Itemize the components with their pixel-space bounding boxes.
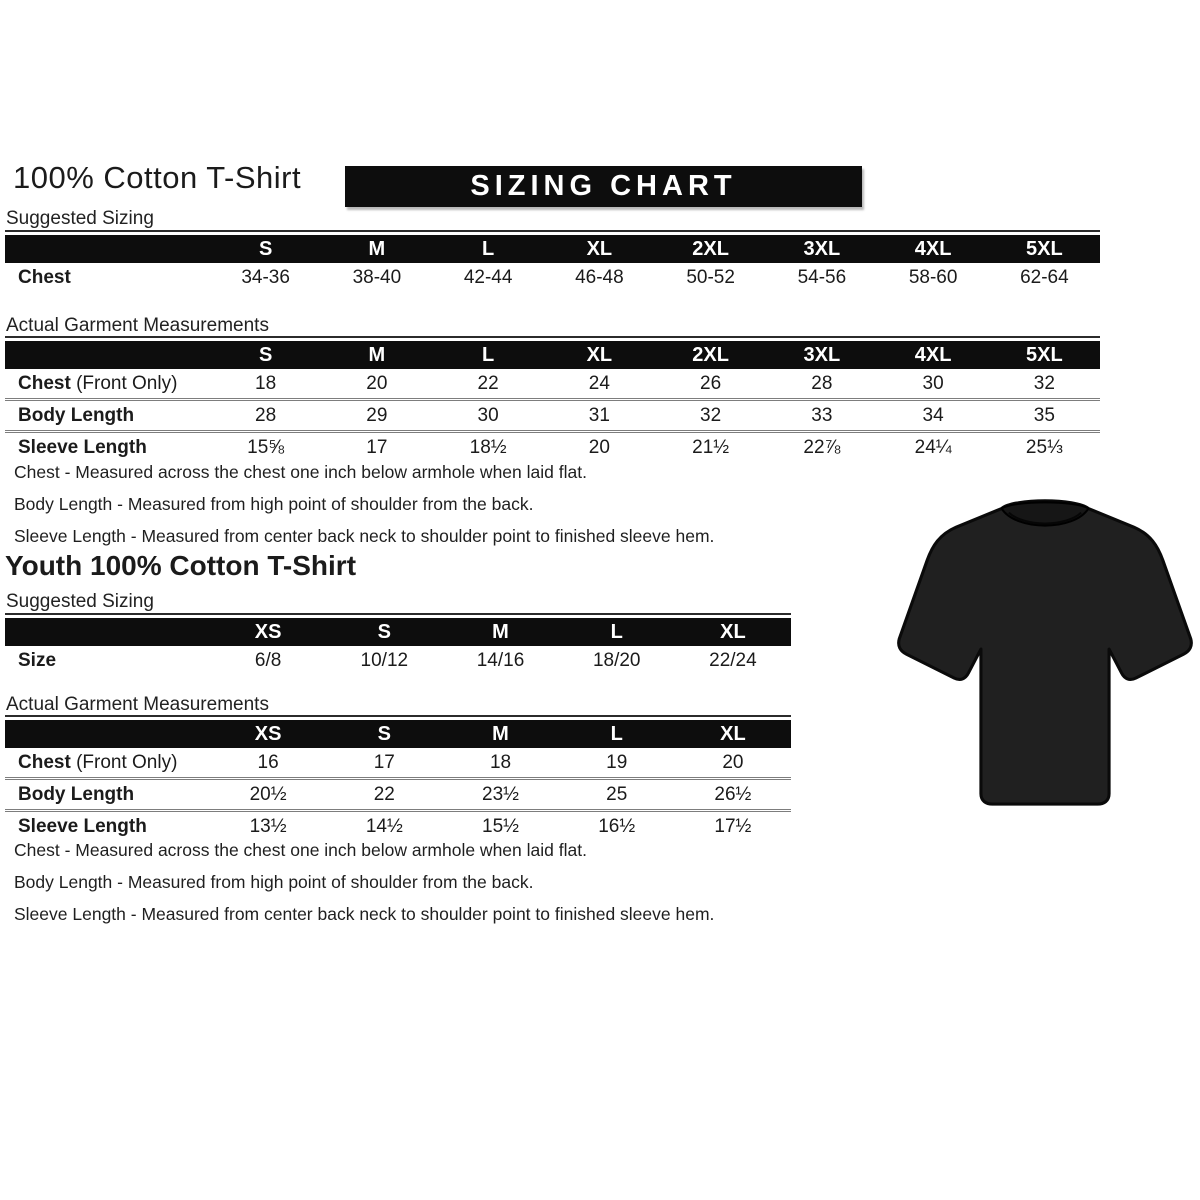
size-header-cell: XL: [586, 343, 613, 366]
measurement-cell: 24: [588, 372, 610, 394]
table-row-chest: [5, 748, 791, 777]
size-header-cell: 4XL: [914, 343, 952, 366]
measurement-cell: 33: [811, 404, 833, 426]
row-label-suffix: (Front Only): [70, 372, 178, 394]
measurement-cell: 18: [489, 751, 512, 773]
measurement-cell: 20½: [249, 783, 287, 805]
measurement-cell: 23½: [482, 783, 519, 805]
row-label-cell: [5, 373, 210, 395]
size-header-cell: 5XL: [1026, 237, 1063, 260]
note-sleeve-length: Sleeve Length - Measured from center back neck to shoulder point to finished sleeve hem.: [14, 526, 715, 546]
measurement-cell: 62-64: [1020, 266, 1069, 288]
measurement-cell: 26: [700, 372, 722, 394]
measurement-cell: 15½: [482, 815, 519, 837]
row-label-cell: [5, 752, 210, 774]
measurement-cell: 17½: [714, 815, 752, 837]
measurement-cell: 35: [1033, 404, 1055, 426]
measurement-cell: 14/16: [476, 649, 525, 671]
sizing-chart-banner: [345, 166, 862, 207]
size-header-cell: 3XL: [803, 343, 841, 366]
size-header-cell: M: [368, 343, 386, 366]
size-header-cell: 2XL: [692, 343, 729, 366]
size-header-cell: S: [377, 620, 391, 643]
measurement-cell: 29: [366, 404, 388, 426]
measurement-cell: 30: [477, 404, 499, 426]
table-top-rule: [5, 715, 791, 717]
size-header-cell: XL: [720, 722, 746, 745]
tshirt-product-image: [890, 473, 1200, 821]
measurement-cell: 13½: [249, 815, 287, 837]
measurement-cell: 46-48: [575, 266, 624, 288]
measurement-cell: 16: [257, 751, 279, 773]
youth-suggested-sizing-label: Suggested Sizing: [6, 591, 154, 612]
adult-suggested-sizing-table: [5, 230, 1100, 292]
measurement-cell: 18/20: [592, 649, 641, 671]
row-label-cell: [5, 267, 210, 289]
size-header-cell: L: [482, 343, 495, 366]
note-sleeve-length: Sleeve Length - Measured from center back neck to shoulder point to finished sleeve hem.: [14, 904, 715, 924]
measurement-cell: 42-44: [463, 266, 513, 288]
youth-actual-measurements-table: [5, 715, 791, 841]
measurement-cell: 38-40: [352, 266, 402, 288]
measurement-cell: 31: [588, 404, 610, 426]
size-header-cell: XL: [586, 237, 613, 260]
table-row-chest: [5, 369, 1100, 398]
size-header-cell: L: [610, 722, 623, 745]
size-header-cell: M: [368, 237, 386, 260]
size-header-cell: XS: [254, 620, 282, 643]
size-header-cell: 3XL: [803, 237, 841, 260]
adult-actual-measurements-table: [5, 336, 1100, 462]
measurement-cell: 26½: [714, 783, 752, 805]
adult-actual-measurements-label: Actual Garment Measurements: [6, 315, 269, 336]
size-header-cell: XL: [720, 620, 746, 643]
measurement-cell: 18: [255, 372, 277, 394]
measurement-cell: 25⅓: [1025, 436, 1063, 458]
table-top-rule: [5, 336, 1100, 338]
measurement-cell: 32: [700, 404, 722, 426]
measurement-cell: 34-36: [241, 266, 290, 288]
measurement-cell: 21½: [692, 436, 730, 458]
note-body-length: Body Length - Measured from high point of shoulder from the back.: [14, 494, 534, 514]
table-row: [5, 263, 1100, 292]
measurement-cell: 6/8: [254, 649, 282, 671]
measurement-cell: 25: [606, 783, 628, 805]
youth-section-title: Youth 100% Cotton T-Shirt: [5, 550, 357, 581]
row-label: Body Length: [18, 404, 135, 426]
measurement-cell: 24¼: [914, 436, 952, 458]
size-header-cell: 2XL: [692, 237, 729, 260]
measurement-cell: 20: [366, 372, 388, 394]
youth-suggested-sizing-table: [5, 613, 791, 675]
size-header-cell: S: [258, 343, 273, 366]
black-tshirt-graphic: [890, 473, 1200, 821]
table-row-body-length: [5, 398, 1100, 430]
measurement-cell: 14½: [365, 815, 403, 837]
size-header-cell: S: [258, 237, 273, 260]
measurement-cell: 28: [255, 404, 277, 426]
size-header-cell: L: [482, 237, 495, 260]
adult-measurement-notes: [14, 462, 714, 558]
measurement-cell: 19: [606, 751, 628, 773]
row-label: Size: [18, 649, 57, 671]
size-header-row: [5, 618, 791, 646]
measurement-cell: 22⅞: [803, 436, 841, 458]
measurement-cell: 17: [373, 751, 395, 773]
size-header-row: [5, 235, 1100, 263]
measurement-cell: 18½: [469, 436, 507, 458]
measurement-cell: 30: [922, 372, 944, 394]
note-body-length: Body Length - Measured from high point of shoulder from the back.: [14, 872, 534, 892]
row-label-cell: [5, 437, 210, 459]
row-label-cell: [5, 784, 210, 806]
row-label: Chest: [18, 751, 71, 773]
size-header-row: [5, 341, 1100, 369]
measurement-cell: 16½: [598, 815, 636, 837]
size-header-cell: 5XL: [1026, 343, 1063, 366]
table-row-body-length: [5, 777, 791, 809]
table-top-rule: [5, 613, 791, 615]
measurement-cell: 34: [922, 404, 944, 426]
row-label-suffix: (Front Only): [70, 751, 178, 773]
measurement-cell: 22: [373, 783, 395, 805]
measurement-cell: 50-52: [686, 266, 735, 288]
size-header-cell: M: [492, 620, 509, 643]
row-label: Sleeve Length: [18, 436, 147, 458]
measurement-cell: 54-56: [797, 266, 847, 288]
table-top-rule: [5, 230, 1100, 232]
measurement-cell: 20: [588, 436, 610, 458]
measurement-cell: 10/12: [360, 649, 409, 671]
measurement-cell: 17: [366, 436, 388, 458]
table-row-sleeve-length: [5, 809, 791, 841]
note-chest: Chest - Measured across the chest one inch below armhole when laid flat.: [14, 840, 587, 860]
size-header-cell: L: [610, 620, 623, 643]
row-label-cell: [5, 405, 210, 427]
table-row-sleeve-length: [5, 430, 1100, 462]
measurement-cell: 28: [811, 372, 833, 394]
row-label: Chest: [18, 266, 71, 288]
note-chest: Chest - Measured across the chest one inch below armhole when laid flat.: [14, 462, 587, 482]
adult-suggested-sizing-label: Suggested Sizing: [6, 208, 154, 229]
measurement-cell: 15⅝: [247, 436, 285, 458]
row-label: Sleeve Length: [18, 815, 147, 837]
measurement-cell: 58-60: [908, 266, 958, 288]
size-header-cell: S: [377, 722, 391, 745]
measurement-cell: 22/24: [709, 649, 757, 671]
size-header-cell: M: [492, 722, 509, 745]
size-header-cell: XS: [254, 722, 282, 745]
row-label: Body Length: [18, 783, 135, 805]
youth-measurement-notes: [14, 840, 714, 936]
measurement-cell: 22: [477, 372, 499, 394]
table-row-size: [5, 646, 791, 675]
sizing-chart-banner-label: SIZING CHART: [470, 170, 737, 202]
measurement-cell: 20: [722, 751, 744, 773]
measurement-cell: 32: [1033, 372, 1055, 394]
row-label-cell: [5, 650, 210, 672]
size-header-row: [5, 720, 791, 748]
size-header-cell: 4XL: [914, 237, 952, 260]
youth-actual-measurements-label: Actual Garment Measurements: [6, 694, 269, 715]
row-label-cell: [5, 816, 210, 838]
page-title: 100% Cotton T-Shirt: [13, 160, 302, 195]
row-label: Chest: [18, 372, 71, 394]
